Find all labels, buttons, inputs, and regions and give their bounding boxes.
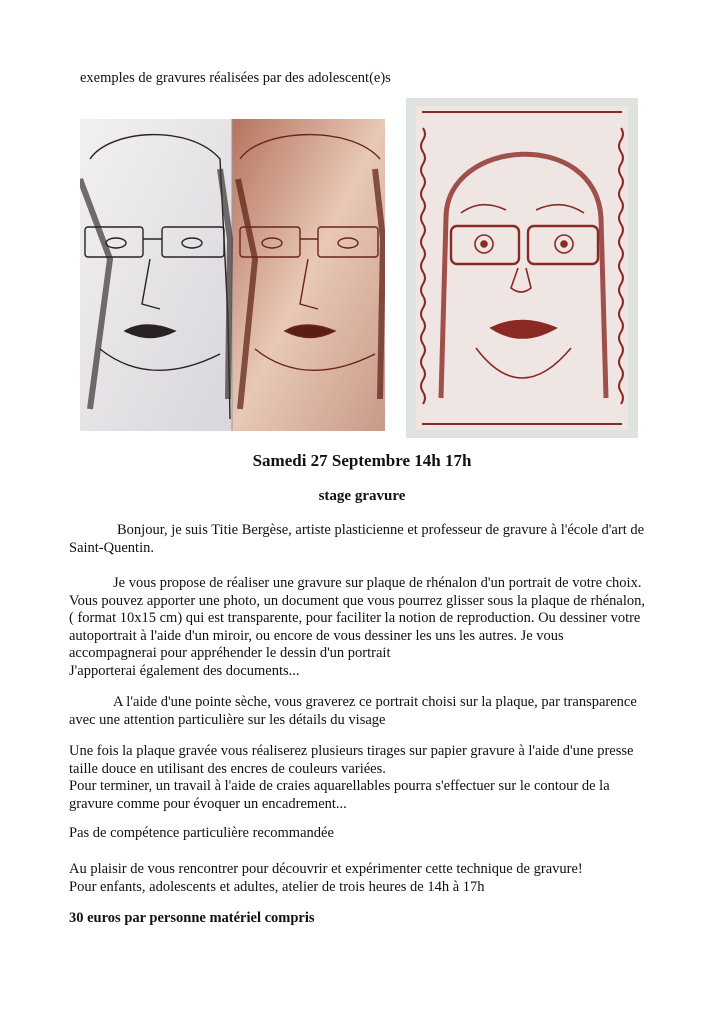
p1-line: Vous pouvez apporter une photo, un document que vous pourrez glisser sous la plaque de rhénalon,	[69, 592, 645, 609]
p1-line: ( format 10x15 cm) qui est transparente, pour faciliter la notion de reproduction. Ou dessiner votre	[69, 610, 641, 626]
event-date: Samedi 27 Septembre 14h 17h	[252, 451, 472, 470]
closing-paragraph	[69, 861, 659, 896]
p3-line: taille douce en utilisant des encres de couleurs variées.	[69, 760, 386, 777]
intro-text: Bonjour, je suis Titie Bergèse, artiste plasticienne et professeur de gravure à l'école d'art de Saint-Quentin.	[69, 522, 645, 556]
paragraph-1	[69, 575, 659, 680]
no-skill-line: Pas de compétence particulière recommandée	[69, 825, 334, 841]
p1-line: accompagnerai pour appréhender le dessin d'un portrait	[69, 645, 391, 661]
intro-paragraph	[69, 522, 659, 557]
paragraph-3	[69, 743, 659, 813]
p3-line: Une fois la plaque gravée vous réaliserez plusieurs tirages sur papier gravure à l'aide d'une presse	[69, 743, 634, 759]
p1-line: J'apporterai également des documents...	[69, 662, 300, 679]
p2-line: avec une attention particulière sur les détails du visage	[69, 711, 386, 728]
paragraph-2	[69, 694, 659, 729]
p3-line: Pour terminer, un travail à l'aide de craies aquarellables pourra s'effectuer sur le contour de la	[69, 778, 610, 794]
p3-line: gravure comme pour évoquer un encadrement...	[69, 795, 347, 812]
closing-line: Pour enfants, adolescents et adultes, atelier de trois heures de 14h à 17h	[69, 878, 485, 895]
photo-caption: exemples de gravures réalisées par des adolescent(e)s	[80, 70, 391, 86]
closing-line: Au plaisir de vous rencontrer pour découvrir et expérimenter cette technique de gravure!	[69, 861, 583, 877]
p1-line: autoportrait à l'aide d'un miroir, ou encore de vous dessiner les uns les autres. Je vous	[69, 627, 564, 644]
p1-line: Je vous propose de réaliser une gravure sur plaque de rhénalon d'un portrait de votre choix.	[113, 575, 642, 591]
price-line: 30 euros par personne matériel compris	[69, 910, 315, 926]
engraving-photo-red	[406, 98, 638, 438]
event-title: stage gravure	[318, 488, 406, 504]
p2-line: A l'aide d'une pointe sèche, vous graverez ce portrait choisi sur la plaque, par transparence	[113, 694, 637, 710]
engraving-photo-pair	[80, 119, 385, 431]
